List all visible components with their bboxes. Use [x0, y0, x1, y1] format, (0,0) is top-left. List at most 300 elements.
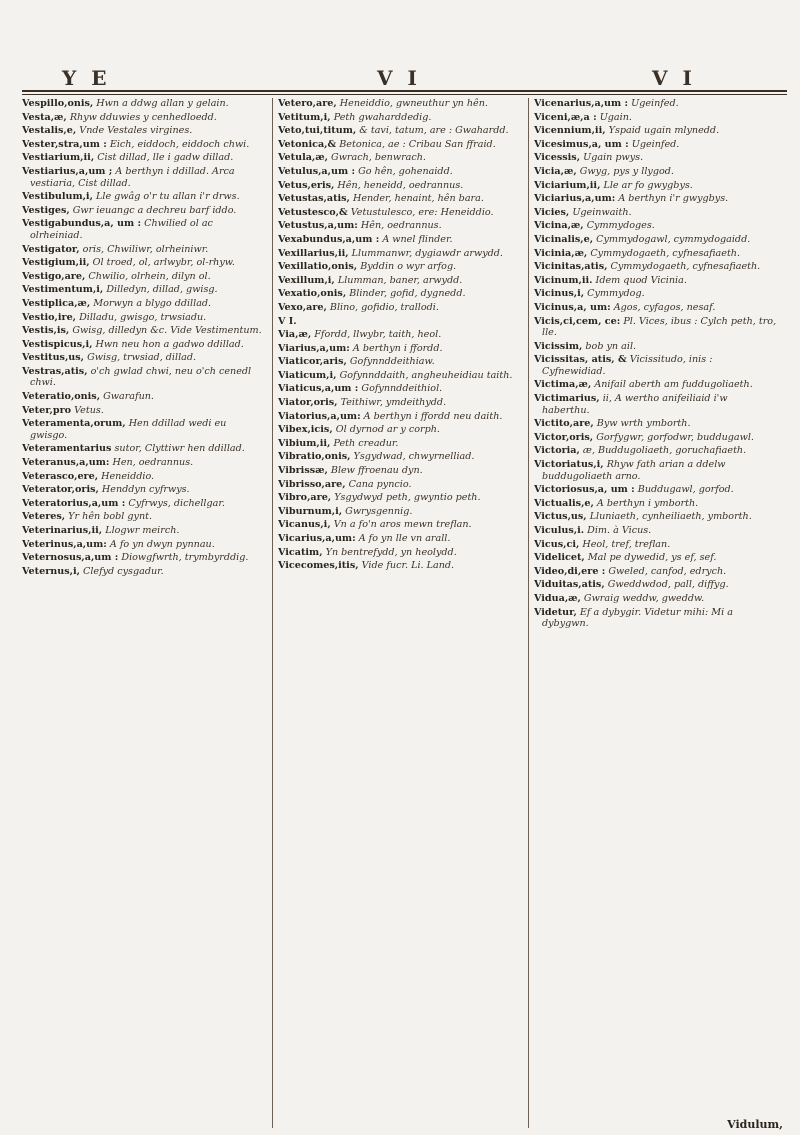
entry-definition: Ol troed, ol, arlwybr, ol-rhyw. [92, 257, 235, 269]
dictionary-entry [278, 547, 522, 559]
entry-headword: Vicessis, [534, 152, 581, 164]
column-divider [272, 98, 273, 1128]
entry-definition: Pl. Vices, ibus : Cylch peth, tro, lle. [542, 315, 777, 339]
dictionary-entry [22, 218, 266, 241]
entry-definition: Chwilio, olrhein, dilyn ol. [88, 270, 211, 282]
entry-headword: Vexillatio,onis, [278, 261, 358, 273]
entry-headword: Vestibulum,i, [22, 191, 93, 203]
entry-headword: Vibro,are, [278, 492, 332, 504]
dictionary-entry [278, 193, 522, 205]
entry-headword: Vestispicus,i, [22, 338, 93, 350]
entry-headword: Vetustas,atis, [278, 193, 350, 205]
entry-definition: Lluniaeth, cynheiliaeth, ymborth. [589, 511, 752, 523]
entry-definition: Yspaid ugain mlynedd. [608, 125, 720, 137]
dictionary-entry [278, 438, 522, 450]
entry-definition: Cymmydoges. [586, 220, 655, 232]
entry-definition: Gwisg, dilledyn &c. Vide Vestimentum. [72, 325, 262, 337]
entry-definition: Idem quod Vicinia. [595, 274, 687, 286]
entry-headword: Vestitus,us, [22, 352, 85, 364]
entry-headword: Vicanus,i, [278, 519, 331, 531]
entry-definition: Heol, tref, treflan. [582, 538, 671, 550]
entry-definition: Dim. à Vicus. [587, 525, 652, 536]
dictionary-entry [534, 511, 778, 523]
entry-definition: Ugeinwaith. [572, 206, 632, 218]
entry-definition: A berthyn i'r gwygbys. [618, 193, 729, 205]
dictionary-entry [534, 566, 778, 578]
dictionary-entry [534, 593, 778, 605]
entry-headword: Victus,us, [534, 511, 587, 523]
dictionary-entry [22, 539, 266, 551]
entry-headword: Veteres, [22, 511, 66, 523]
entry-definition: Peth gwaharddedig. [333, 111, 432, 123]
entry-definition: Vn a fo'n aros mewn treflan. [333, 519, 472, 531]
entry-headword: Vexatio,onis, [278, 288, 347, 300]
entry-definition: Vide fucr. Li. Land. [361, 560, 455, 572]
dictionary-entry [22, 125, 266, 137]
dictionary-entry [278, 112, 522, 124]
entry-headword: Vestigabundus,a, um : [22, 218, 142, 230]
dictionary-entry [534, 445, 778, 457]
entry-definition: Heneiddio. [101, 470, 155, 482]
entry-headword: Vestras,atis, [22, 365, 88, 377]
dictionary-entry [278, 98, 522, 110]
dictionary-entry [278, 370, 522, 382]
entry-headword: Viatorius,a,um: [278, 410, 361, 422]
entry-headword: Viduitas,atis, [534, 579, 605, 591]
dictionary-entry [534, 125, 778, 137]
entry-headword: Vetonica,& [278, 138, 337, 150]
dictionary-entry [534, 152, 778, 164]
dictionary-entry [22, 418, 266, 441]
entry-headword: Veto,tui,titum, [278, 125, 357, 137]
dictionary-entry [534, 552, 778, 564]
column-2 [278, 98, 522, 1128]
entry-headword: Viceni,æ,a : [534, 111, 597, 123]
entry-headword: Vicecomes,itis, [278, 560, 359, 572]
entry-definition: A wnel flinder. [382, 233, 453, 245]
entry-headword: Vicinitas,atis, [534, 261, 608, 273]
entry-definition: Cymmydogawl, cymmydogaidd. [596, 233, 751, 245]
dictionary-entry [534, 275, 778, 287]
entry-headword: Veteramentarius [22, 443, 112, 455]
entry-definition: Anifail aberth am fuddugoliaeth. [594, 379, 753, 391]
entry-headword: Vicatim, [278, 546, 323, 558]
entry-definition: Hender, henaint, hên bara. [352, 193, 484, 205]
entry-definition: sutor, Clyttiwr hen ddillad. [114, 443, 245, 455]
entry-headword: Vestigo,are, [22, 270, 86, 282]
entry-definition: Ugeinfed. [631, 98, 679, 109]
entry-headword: Vexillarius,ii, [278, 247, 349, 259]
entry-headword: Vicinia,æ, [534, 247, 588, 259]
entry-definition: Ol dyrnod ar y corph. [335, 424, 440, 436]
entry-definition: Yn bentrefydd, yn heolydd. [325, 546, 457, 558]
entry-definition: Eich, eiddoch, eiddoch chwi. [109, 138, 250, 150]
entry-definition: Gofynnddaith, angheuheidiau taith. [339, 369, 513, 381]
entry-headword: Vestigator, [22, 243, 80, 255]
dictionary-entry [278, 329, 522, 341]
entry-definition: ii, A wertho anifeiliaid i'w haberthu. [542, 393, 728, 416]
dictionary-entry [278, 383, 522, 395]
entry-headword: Vibrissæ, [278, 465, 328, 477]
dictionary-entry [22, 511, 266, 523]
entry-headword: Veterasco,ere, [22, 470, 99, 482]
entry-definition: Hên, oedrannus. [360, 220, 442, 232]
dictionary-entry [22, 405, 266, 417]
entry-definition: bob yn ail. [585, 340, 637, 352]
dictionary-entry [278, 139, 522, 151]
entry-definition: Hwn a ddwg allan y gelain. [96, 98, 229, 109]
entry-headword: Veteranus,a,um: [22, 457, 110, 469]
entry-definition: Ugain. [599, 111, 632, 123]
entry-definition: Ef a dybygir. Videtur mihi: Mi a dybygwn. [542, 606, 733, 630]
entry-headword: Victito,are, [534, 418, 594, 430]
dictionary-entry [278, 479, 522, 491]
dictionary-entry [22, 152, 266, 164]
entry-definition: Agos, cyfagos, nesaf. [613, 301, 716, 313]
entry-headword: Vetus,eris, [278, 179, 335, 191]
entry-headword: Vicesimus,a, um : [534, 138, 629, 150]
header-rule-thin [22, 94, 787, 95]
entry-headword: Vibium,ii, [278, 437, 331, 449]
dictionary-entry [22, 484, 266, 496]
entry-definition: Gorfygwr, gorfodwr, buddugawl. [596, 431, 754, 443]
entry-definition: & tavi, tatum, are : Gwahardd. [359, 125, 509, 137]
dictionary-entry [278, 316, 522, 328]
entry-definition: Gwraig weddw, gweddw. [583, 592, 705, 604]
entry-headword: Veterinarius,ii, [22, 525, 103, 536]
entry-headword: Viciarius,a,um: [534, 193, 616, 205]
entry-headword: Viaticum,i, [278, 369, 337, 381]
dictionary-entry [534, 288, 778, 300]
dictionary-entry [22, 191, 266, 203]
dictionary-entry [534, 459, 778, 482]
entry-definition: Byw wrth ymborth. [596, 418, 691, 430]
entry-definition: Diowgfwrth, trymbyrddig. [121, 552, 249, 564]
dictionary-entry [22, 325, 266, 337]
entry-definition: Dilladu, gwisgo, trwsiadu. [79, 311, 207, 323]
entry-headword: Victimarius, [534, 393, 600, 405]
entry-headword: Vicus,ci, [534, 538, 580, 550]
entry-headword: Vetula,æ, [278, 152, 328, 164]
entry-headword: Viciarium,ii, [534, 179, 601, 191]
dictionary-entry [22, 139, 266, 151]
dictionary-entry [534, 579, 778, 591]
dictionary-entry [534, 193, 778, 205]
entry-definition: Gweddwdod, pall, diffyg. [607, 579, 729, 591]
dictionary-entry [278, 166, 522, 178]
entry-definition: Gwrach, benwrach. [331, 152, 426, 164]
entry-headword: Vestiarius,a,um ; [22, 165, 113, 177]
dictionary-entry [534, 261, 778, 273]
dictionary-entry [534, 354, 778, 377]
entry-definition: Betonica, ae : Cribau San ffraid. [339, 138, 496, 150]
entry-headword: Vetitum,i, [278, 111, 331, 123]
entry-headword: Vicennium,ii, [534, 125, 606, 137]
dictionary-entry [22, 298, 266, 310]
entry-definition: Go hên, gohenaidd. [358, 165, 453, 177]
entry-headword: Vetulus,a,um : [278, 165, 355, 177]
entry-definition: Blino, gofidio, trallodi. [329, 301, 439, 313]
dictionary-entry [278, 560, 522, 572]
dictionary-entry [534, 316, 778, 339]
entry-headword: Viator,oris, [278, 397, 338, 409]
entry-definition: Cymmydogaeth, cyfnesafiaeth. [590, 247, 741, 259]
dictionary-entry [534, 180, 778, 192]
dictionary-entry [534, 393, 778, 416]
entry-headword: Viculus,i. [534, 525, 585, 536]
dictionary-entry [278, 451, 522, 463]
dictionary-entry [22, 525, 266, 537]
dictionary-entry [534, 432, 778, 444]
dictionary-entry [22, 284, 266, 296]
entry-headword: Vestiplica,æ, [22, 297, 91, 309]
entry-definition: Hen, oedrannus. [112, 457, 194, 469]
entry-definition: A fo yn dwyn pynnau. [109, 538, 215, 550]
header-right: V I [652, 66, 696, 90]
entry-definition: Henddyn cyfrwys. [101, 484, 190, 496]
entry-definition: Mal pe dywedid, ys ef, sef. [587, 552, 717, 564]
entry-headword: Victima,æ, [534, 379, 592, 391]
dictionary-entry [534, 484, 778, 496]
entry-headword: Via,æ, [278, 329, 312, 341]
entry-definition: A fo yn lle vn arall. [358, 533, 451, 544]
dictionary-entry [278, 533, 522, 545]
dictionary-entry [278, 397, 522, 409]
entry-definition: Ugain pwys. [583, 152, 644, 164]
dictionary-entry [534, 607, 778, 630]
entry-headword: Viburnum,i, [278, 505, 343, 517]
dictionary-entry [22, 443, 266, 455]
entry-definition: Vetus. [74, 404, 104, 416]
dictionary-entry [534, 525, 778, 537]
entry-definition: Llogwr meirch. [105, 525, 180, 536]
dictionary-entry [22, 457, 266, 469]
dictionary-entry [278, 220, 522, 232]
entry-definition: Llumman, baner, arwydd. [337, 274, 463, 286]
dictionary-entry [22, 244, 266, 256]
entry-headword: Victor,oris, [534, 431, 594, 443]
entry-headword: Victoriatus,i, [534, 459, 604, 471]
entry-headword: Veter,pro [22, 404, 72, 416]
dictionary-entry [278, 152, 522, 164]
entry-headword: Vetustus,a,um: [278, 220, 358, 232]
entry-headword: Vicinalis,e, [534, 233, 594, 245]
dictionary-entry [22, 166, 266, 189]
entry-headword: Vicinus,i, [534, 288, 585, 300]
entry-headword: Videlicet, [534, 552, 585, 564]
entry-headword: Viarius,a,um: [278, 342, 350, 354]
entry-headword: Vestiges, [22, 204, 70, 216]
entry-definition: Rhyw dduwies y cenhedloedd. [69, 111, 217, 123]
dictionary-entry [534, 220, 778, 232]
running-header [22, 0, 787, 92]
catchword: Vidulum, [727, 1118, 783, 1131]
entry-headword: Vicies, [534, 206, 570, 218]
entry-definition: Gwarafun. [103, 391, 154, 403]
entry-definition: Heneiddio, gwneuthur yn hên. [339, 98, 488, 109]
entry-headword: Vicinus,a, um: [534, 301, 611, 313]
dictionary-entry [22, 471, 266, 483]
column-1 [22, 98, 266, 1128]
dictionary-entry [534, 207, 778, 219]
entry-definition: Teithiwr, ymdeithydd. [340, 397, 447, 409]
entry-headword: Vicis,ci,cem, ce: [534, 315, 621, 327]
entry-headword: Vibrisso,are, [278, 478, 346, 490]
entry-headword: Veteratorius,a,um : [22, 497, 126, 509]
entry-definition: Vicissitudo, inis : Cyfnewidiad. [542, 354, 713, 377]
entry-headword: Video,di,ere : [534, 565, 606, 577]
dictionary-entry [534, 302, 778, 314]
dictionary-entry [278, 465, 522, 477]
dictionary-entry [534, 418, 778, 430]
entry-definition: Clefyd cysgadur. [83, 565, 164, 577]
dictionary-entry [278, 506, 522, 518]
entry-definition: o'ch gwlad chwi, neu o'ch cenedl chwi. [30, 365, 252, 389]
entry-headword: Vespillo,onis, [22, 98, 94, 109]
entry-headword: Vetustesco,& [278, 206, 348, 218]
entry-headword: Vester,stra,um : [22, 138, 107, 150]
entry-headword: Viaticor,aris, [278, 356, 347, 368]
entry-definition: Cymmydogaeth, cyfnesafiaeth. [610, 261, 761, 273]
entry-headword: Vicarius,a,um: [278, 533, 356, 544]
dictionary-entry [22, 271, 266, 283]
dictionary-entry [534, 379, 778, 391]
entry-definition: Cymmydog. [587, 288, 645, 300]
entry-headword: Videtur, [534, 606, 577, 618]
dictionary-entry [278, 248, 522, 260]
entry-headword: Vicenarius,a,um : [534, 98, 629, 109]
entry-headword: Victualis,e, [534, 497, 594, 509]
document-page [22, 0, 787, 1135]
dictionary-entry [22, 205, 266, 217]
entry-definition: Lle gwâg o'r tu allan i'r drws. [96, 191, 240, 203]
entry-definition: Byddin o wyr arfog. [360, 261, 457, 273]
entry-definition: Chwilied ol ac olrheiniad. [30, 218, 213, 241]
entry-definition: oris, Chwiliwr, olrheiniwr. [82, 243, 209, 255]
entry-definition: Rhyw fath arian a ddelw buddugoliaeth arno. [542, 459, 726, 482]
entry-definition: Ysgydwad, chwyrnelliad. [353, 451, 475, 463]
entry-headword: Vicissim, [534, 340, 583, 352]
entry-headword: Vestimentum,i, [22, 284, 104, 296]
entry-headword: Veteramenta,orum, [22, 418, 126, 430]
dictionary-entry [534, 139, 778, 151]
dictionary-entry [278, 302, 522, 314]
entry-definition: Gwisg, trwsiad, dillad. [87, 352, 197, 364]
entry-definition: Vetustulesco, ere: Heneiddio. [350, 206, 494, 218]
entry-headword: Viaticus,a,um : [278, 383, 359, 395]
entry-headword: Vidua,æ, [534, 592, 581, 604]
header-center: V I [377, 66, 421, 90]
entry-definition: A berthyn i ddillad. Arca vestiaria, Cist dillad. [30, 165, 235, 189]
dictionary-entry [22, 257, 266, 269]
dictionary-entry [534, 166, 778, 178]
dictionary-entry [22, 566, 266, 578]
entry-definition: Vnde Vestales virgines. [79, 125, 193, 137]
entry-headword: Vibratio,onis, [278, 451, 351, 463]
entry-definition: Hwn neu hon a gadwo ddillad. [95, 338, 244, 350]
dictionary-columns [22, 98, 787, 1128]
dictionary-entry [278, 356, 522, 368]
dictionary-entry [278, 234, 522, 246]
entry-definition: Buddugawl, gorfod. [637, 484, 734, 496]
entry-headword: Vexo,are, [278, 301, 327, 313]
entry-definition: A berthyn i ymborth. [596, 497, 699, 509]
entry-definition: Hen ddillad wedi eu gwisgo. [30, 418, 227, 441]
dictionary-entry [22, 98, 266, 110]
entry-definition: Cyfrwys, dichellgar. [128, 497, 225, 509]
dictionary-entry [278, 343, 522, 355]
entry-definition: Morwyn a blygo ddillad. [93, 297, 212, 309]
entry-definition: Peth creadur. [333, 437, 399, 449]
entry-definition: Cana pyncio. [348, 478, 412, 490]
entry-headword: Vestalis,e, [22, 125, 77, 137]
dictionary-entry [22, 339, 266, 351]
entry-headword: V I. [278, 315, 297, 327]
entry-headword: Vicissitas, atis, & [534, 354, 627, 366]
entry-definition: Cist dillad, lle i gadw dillad. [97, 152, 234, 164]
entry-definition: A berthyn i ffordd neu daith. [363, 410, 503, 422]
dictionary-entry [278, 261, 522, 273]
dictionary-entry [534, 98, 778, 110]
dictionary-entry [22, 112, 266, 124]
entry-headword: Vestis,is, [22, 325, 70, 337]
entry-definition: Hên, heneidd, oedrannus. [337, 179, 464, 191]
dictionary-entry [278, 275, 522, 287]
entry-headword: Victoria, [534, 445, 580, 457]
entry-definition: Ysgydwyd peth, gwyntio peth. [334, 492, 481, 504]
dictionary-entry [22, 498, 266, 510]
dictionary-entry [278, 411, 522, 423]
entry-definition: Gofynnddeithiol. [361, 383, 443, 395]
entry-headword: Veternosus,a,um : [22, 552, 119, 564]
entry-definition: Blinder, gofid, dygnedd. [349, 288, 466, 300]
entry-definition: Blew ffroenau dyn. [330, 465, 423, 477]
entry-definition: Gwrysgennig. [345, 505, 413, 517]
entry-headword: Vestigium,ii, [22, 257, 90, 269]
entry-definition: Gwr ieuangc a dechreu barf iddo. [72, 204, 237, 216]
entry-headword: Veterator,oris, [22, 484, 99, 496]
entry-headword: Vicia,æ, [534, 165, 577, 177]
entry-definition: Gofynnddeithiaw. [349, 356, 435, 368]
dictionary-entry [278, 288, 522, 300]
dictionary-entry [534, 112, 778, 124]
entry-headword: Vetero,are, [278, 98, 337, 109]
entry-definition: Ffordd, llwybr, taith, heol. [314, 329, 442, 341]
entry-headword: Vicina,æ, [534, 220, 584, 232]
entry-headword: Vexillum,i, [278, 274, 335, 286]
dictionary-entry [22, 366, 266, 389]
dictionary-entry [22, 552, 266, 564]
entry-headword: Veterinus,a,um: [22, 538, 107, 550]
dictionary-entry [22, 352, 266, 364]
dictionary-entry [278, 125, 522, 137]
dictionary-entry [278, 207, 522, 219]
entry-definition: Dilledyn, dillad, gwisg. [106, 284, 218, 296]
dictionary-entry [534, 234, 778, 246]
entry-definition: Gweled, canfod, edrych. [608, 565, 727, 577]
entry-headword: Vexabundus,a,um : [278, 233, 380, 245]
dictionary-entry [278, 519, 522, 531]
entry-definition: Yr hên bobl gynt. [68, 511, 153, 523]
dictionary-entry [22, 312, 266, 324]
dictionary-entry [534, 498, 778, 510]
column-3 [534, 98, 778, 1128]
dictionary-entry [22, 391, 266, 403]
dictionary-entry [278, 424, 522, 436]
entry-headword: Veteratio,onis, [22, 391, 101, 403]
entry-headword: Veternus,i, [22, 565, 80, 577]
entry-definition: æ, Buddugoliaeth, goruchafiaeth. [582, 445, 747, 457]
